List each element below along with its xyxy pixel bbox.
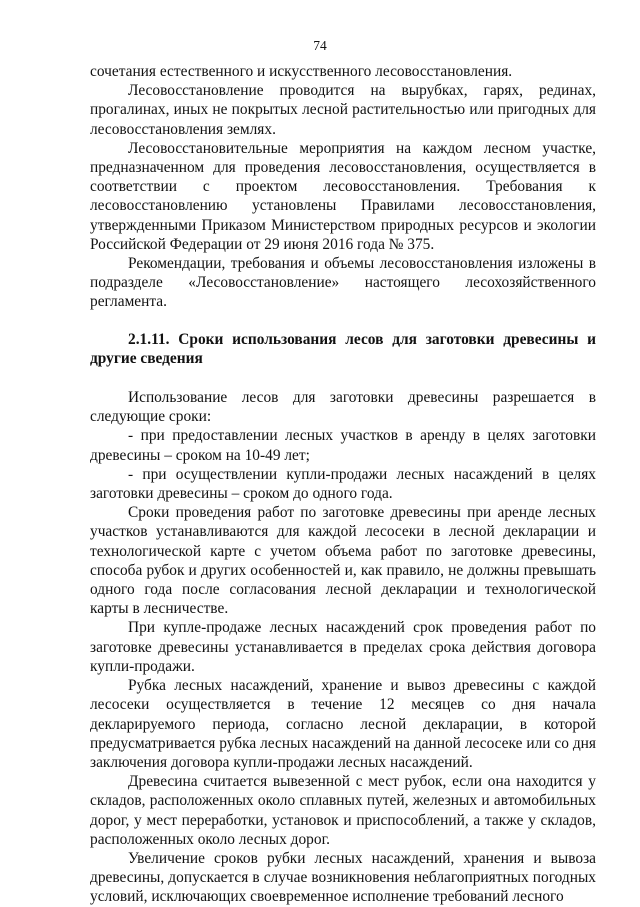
list-item: - при осуществлении купли-продажи лесных насаждений в целях заготовки древесины – сроком до одного года. [90,465,596,503]
paragraph: сочетания естественного и искусственного лесовосстановления. [90,63,513,80]
paragraph: Лесовосстановительные мероприятия на каждом лесном участке, предназначенном для проведения лесовосстановления, осуществляется в соответствии с проектом лесовосстановления. Требования к лесовосстановлению установлены Правилами лесовосстановления, утвержденными Приказом Министерством природных ресурсов и экологии Российской Федерации от 29 июня 2016 года № 375. [90,139,596,253]
list-item: - при предоставлении лесных участков в аренду в целях заготовки древесины – сроком на 10-49 лет; [90,427,596,464]
paragraph: Рубка лесных насаждений, хранение и вывоз древесины с каждой лесосеки осуществляется в течение 12 месяцев со дня начала декларируемого периода, согласно лесной декларации, в которой предусматривается рубка лесных насаждений на данной лесосеке или со дня заключения договора купли-продажи лесных насаждений. [90,677,596,771]
document-body [90,62,596,907]
paragraph: Рекомендации, требования и объемы лесовосстановления изложены в подразделе «Лесовосстановление» настоящего лесохозяйственного регламента. [90,255,596,311]
paragraph: Увеличение сроков рубки лесных насаждений, хранения и вывоза древесины, допускается в случае возникновения неблагоприятных погодных условий, исключающих своевременное исполнение требований лесного [90,849,596,906]
paragraph: Сроки проведения работ по заготовке древесины при аренде лесных участков устанавливаются для каждой лесосеки в лесной декларации и технологической карте с учетом объема работ по заготовке древесины, способа рубок и других особенностей и, как правило, не должны превышать одного года после согласования лесной декларации и технологической карты в лесничестве. [90,504,596,618]
paragraph: Использование лесов для заготовки древесины разрешается в следующие сроки: [90,389,596,426]
section-heading: 2.1.11. Сроки использования лесов для заготовки древесины и другие сведения [90,330,596,367]
paragraph: Лесовосстановление проводится на вырубках, гарях, рединах, прогалинах, иных не покрытых лесной растительностью или пригодных для лесовосстановления землях. [90,82,596,138]
page-number: 74 [313,38,327,53]
paragraph: Древесина считается вывезенной с мест рубок, если она находится у складов, расположенных около сплавных путей, железных и автомобильных дорог, у мест переработки, установок и приспособлений, а также у складов, расположенных около лесных дорог. [90,773,596,848]
paragraph: При купле-продаже лесных насаждений срок проведения работ по заготовке древесины устанавливается в пределах срока действия договора купли-продажи. [90,619,596,675]
